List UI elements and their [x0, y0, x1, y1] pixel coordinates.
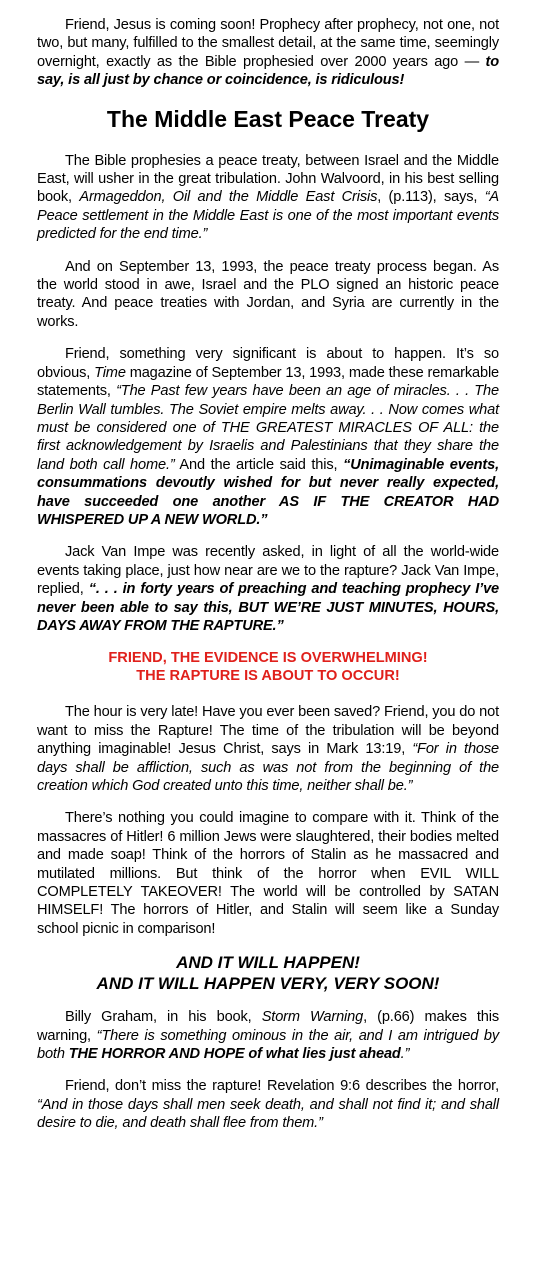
- horrors-paragraph: There’s nothing you could imagine to compare with it. Think of the massacres of Hitler! 6 million Jews were slaughtered, their bodies melted and made soap! Think of the horrors of Stalin as he massacred and mutilated millions. But think of the horror when EVIL WILL COMPLETELY TAKEOVER! The world will be controlled by SATAN HIMSELF! The horrors of Hitler, and Stalin will seem like a Sunday school picnic in comparison!: [37, 810, 499, 937]
- text-run: The Bible prophesies a peace treaty, between Israel and the Middle East, will usher in the great tribulation. John Walvoord, in his best selling book,: [37, 152, 499, 206]
- book-title: Armageddon, Oil and the Middle East Crisis: [79, 189, 378, 206]
- text-run: , (p.113), says,: [377, 189, 485, 206]
- quote: “A Peace settlement in the Middle East is one of the most important events predicted for the end time.”: [37, 189, 500, 243]
- alert-line: FRIEND, THE EVIDENCE IS OVERWHELMING!: [108, 650, 428, 667]
- red-alert-heading: [37, 649, 499, 685]
- quote-end: .”: [400, 1046, 410, 1063]
- intro-text: Friend, Jesus is coming soon! Prophecy after prophecy, not one, not two, but many, fulfilled to the smallest detail, at the same time, seemingly overnight, exactly as the Bible prophesied over 2000 years ago —: [37, 17, 499, 70]
- quote: “There is something ominous in the air, and I am intrigued by both: [37, 1027, 499, 1063]
- text-run: Jack Van Impe was recently asked, in light of all the world-wide events taking place, just how near are we to the rapture? Jack Van Impe, replied,: [37, 544, 499, 598]
- exclaim-line: AND IT WILL HAPPEN VERY, VERY SOON!: [96, 974, 440, 994]
- text-run: , (p.66) makes this warning,: [37, 1009, 500, 1044]
- billy-graham-paragraph: [37, 1008, 499, 1063]
- quote: “The Past few years have been an age of miracles. . . The Berlin Wall tumbles. The Soviet empire melts away. . . Now comes what must be considered one of THE GREATEST MIRACLES OF ALL: the first acknowledgement by Israelis and Palestinians that they share the land both call home.”: [37, 383, 499, 473]
- text-run: Friend, something very significant is about to happen. It’s so obvious,: [37, 346, 499, 381]
- intro-paragraph: [37, 16, 499, 90]
- intro-emphasis: to say, is all just by chance or coincidence, is ridiculous!: [37, 53, 499, 89]
- exclaim-line: AND IT WILL HAPPEN!: [176, 953, 360, 973]
- section-title: The Middle East Peace Treaty: [106, 105, 430, 132]
- book-title: Storm Warning: [261, 1009, 364, 1026]
- van-impe-paragraph: [37, 543, 499, 635]
- scripture-quote: “And in those days shall men seek death, and shall not find it; and shall desire to die, and death shall flee from them.”: [37, 1096, 499, 1132]
- september-paragraph: And on September 13, 1993, the peace treaty process began. As the world stood in awe, Israel and the PLO signed an historic peace treaty. And peace treaties with Jordan, and Syria are currently in the works.: [37, 258, 499, 330]
- magazine-title: Time: [94, 364, 126, 381]
- exclaim-heading: [37, 952, 499, 994]
- text-run: Friend, don’t miss the rapture! Revelation 9:6 describes the horror,: [65, 1078, 499, 1095]
- text-run: magazine of September 13, 1993, made these remarkable statements,: [37, 364, 500, 400]
- revelation-paragraph: [37, 1077, 499, 1132]
- quote-emphasis: THE HORROR AND HOPE of what lies just ahead: [68, 1046, 401, 1063]
- text-run: The hour is very late! Have you ever been saved? Friend, you do not want to miss the Rapture! The time of the tribulation will be beyond anything imaginable! Jesus Christ, says in Mark 13:19,: [37, 704, 499, 758]
- alert-line: THE RAPTURE IS ABOUT TO OCCUR!: [136, 668, 400, 685]
- hour-late-paragraph: [37, 703, 499, 795]
- quote-emphasis: “Unimaginable events, consummations devoutly wished for but never really expected, have succeeded one another AS IF THE CREATOR HAD WHISPERED UP A NEW WORLD.”: [37, 456, 500, 528]
- quote-emphasis: “. . . in forty years of preaching and teaching prophecy I’ve never been able to say this, BUT WE’RE JUST MINUTES, HOURS, DAYS AWAY FROM THE RAPTURE.”: [37, 581, 499, 634]
- time-magazine-paragraph: [37, 345, 499, 529]
- peace-treaty-paragraph: [37, 152, 499, 244]
- text-run: Billy Graham, in his book,: [65, 1009, 262, 1026]
- scripture-quote: “For in those days shall be affliction, such as was not from the beginning of the creation which God created unto this time, neither shall be.”: [37, 741, 499, 794]
- text-run: And the article said this,: [174, 456, 344, 473]
